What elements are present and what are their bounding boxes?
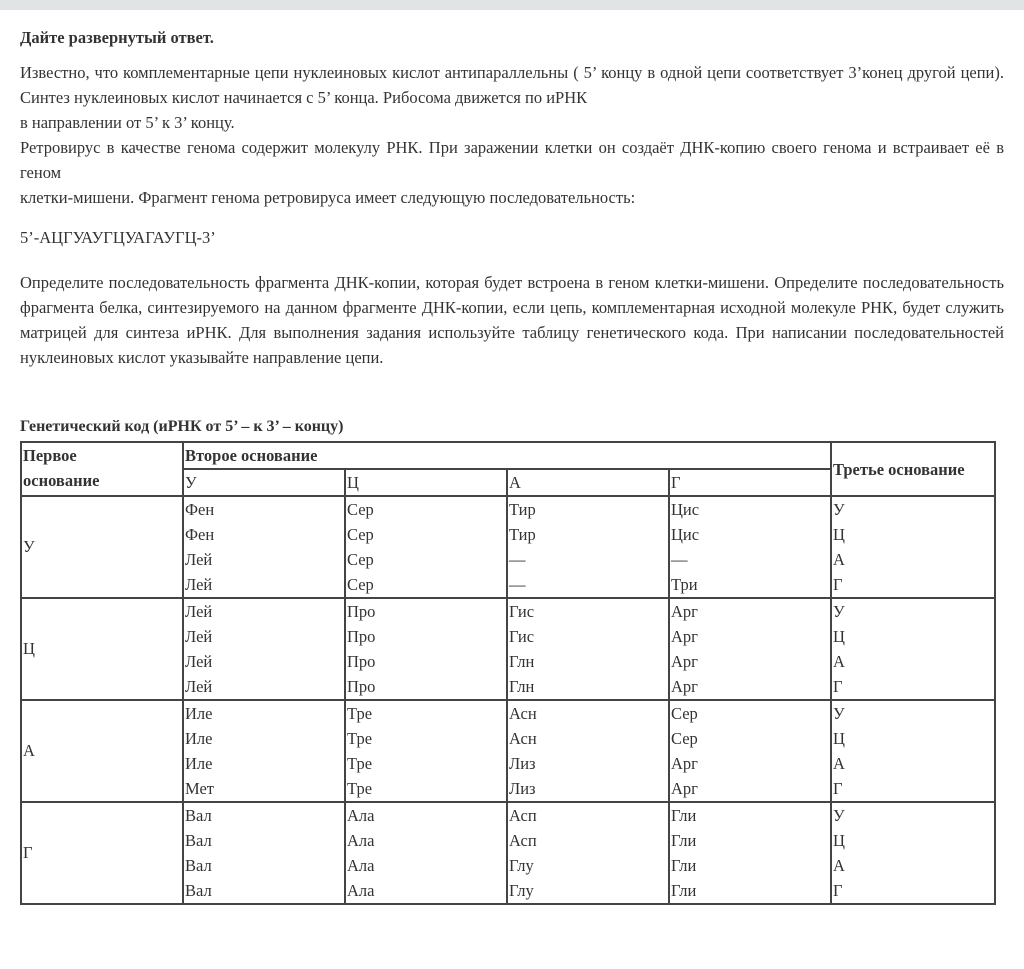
amino-acid: Ала xyxy=(347,806,375,825)
amino-acid: Тре xyxy=(347,754,373,773)
amino-acid: Сер xyxy=(347,575,374,594)
amino-acid: Арг xyxy=(671,779,698,798)
amino-acid: Вал xyxy=(185,856,212,875)
third-base: Ц xyxy=(833,831,845,850)
codon-group-row xyxy=(21,496,995,598)
amino-acid: Глн xyxy=(509,677,535,696)
amino-acid: Лей xyxy=(185,627,213,646)
rna-sequence: 5’-АЦГУАУГЦУАГАУГЦ-3’ xyxy=(20,228,216,247)
third-base: Ц xyxy=(833,525,845,544)
codon-group-row xyxy=(21,802,995,904)
codon-group-row xyxy=(21,598,995,700)
amino-acid: Сер xyxy=(671,729,698,748)
second-base-u: У xyxy=(183,469,345,496)
amino-acid-cell xyxy=(183,700,345,802)
amino-acid: Асп xyxy=(509,806,537,825)
amino-acid-cell xyxy=(669,598,831,700)
third-base: А xyxy=(833,754,845,773)
amino-acid: Лей xyxy=(185,575,213,594)
amino-acid-cell xyxy=(345,700,507,802)
amino-acid-cell xyxy=(507,802,669,904)
second-base-c: Ц xyxy=(345,469,507,496)
amino-acid-cell xyxy=(345,598,507,700)
amino-acid: Асп xyxy=(509,831,537,850)
table-title: Генетический код (иРНК от 5’ – к 3’ – концу) xyxy=(20,418,344,435)
amino-acid: Сер xyxy=(347,550,374,569)
amino-acid: Арг xyxy=(671,677,698,696)
task-content xyxy=(20,25,1004,390)
paragraph-retrovirus xyxy=(20,135,1004,210)
genetic-code-body xyxy=(21,496,995,904)
amino-acid-cell xyxy=(507,700,669,802)
amino-acid: Гли xyxy=(671,856,697,875)
top-bar xyxy=(0,0,1024,10)
amino-acid: Фен xyxy=(185,500,215,519)
amino-acid: Асн xyxy=(509,704,537,723)
third-base: Г xyxy=(833,881,843,900)
header-second-base: Второе основание xyxy=(183,442,831,469)
spacer xyxy=(20,370,1004,390)
amino-acid: Глу xyxy=(509,856,534,875)
amino-acid: Сер xyxy=(671,704,698,723)
header-first-base xyxy=(21,442,183,496)
amino-acid: Про xyxy=(347,627,376,646)
codon-group-row xyxy=(21,700,995,802)
amino-acid: Тир xyxy=(509,525,536,544)
third-base: Ц xyxy=(833,627,845,646)
third-base: А xyxy=(833,550,845,569)
amino-acid: Асн xyxy=(509,729,537,748)
genetic-code-table xyxy=(20,441,996,905)
third-base: У xyxy=(833,806,845,825)
amino-acid: Тре xyxy=(347,704,373,723)
second-base-g: Г xyxy=(669,469,831,496)
third-base: А xyxy=(833,652,845,671)
amino-acid: Лей xyxy=(185,602,213,621)
amino-acid: Гис xyxy=(509,602,535,621)
amino-acid: Вал xyxy=(185,831,212,850)
header-first-base-line2: основание xyxy=(23,471,100,490)
paragraph-antiparallel xyxy=(20,60,1004,135)
amino-acid-cell xyxy=(183,496,345,598)
paragraph-antiparallel-line1: Известно, что комплементарные цепи нуклеиновых кислот антипараллельны ( 5’ концу в одной цепи соответствует 3’конец другой цепи). Синтез нуклеиновых кислот начинается с 5’ конца. Рибосома движется по иРНК xyxy=(20,63,1004,107)
amino-acid: Цис xyxy=(671,500,700,519)
amino-acid: — xyxy=(509,550,526,569)
amino-acid: Сер xyxy=(347,525,374,544)
amino-acid: Мет xyxy=(185,779,214,798)
amino-acid-cell xyxy=(183,802,345,904)
third-base-cell xyxy=(831,700,995,802)
amino-acid: Фен xyxy=(185,525,215,544)
amino-acid: Ала xyxy=(347,881,375,900)
amino-acid: Иле xyxy=(185,729,213,748)
task-heading: Дайте развернутый ответ. xyxy=(20,28,214,47)
amino-acid: Про xyxy=(347,602,376,621)
first-base-cell: Г xyxy=(21,802,183,904)
amino-acid: Лей xyxy=(185,677,213,696)
amino-acid: Про xyxy=(347,677,376,696)
amino-acid: Гли xyxy=(671,831,697,850)
amino-acid: Тир xyxy=(509,500,536,519)
paragraph-antiparallel-line2: в направлении от 5’ к 3’ концу. xyxy=(20,113,235,132)
spacer xyxy=(20,210,1004,225)
header-third-base: Третье основание xyxy=(831,442,995,496)
amino-acid: Вал xyxy=(185,881,212,900)
second-base-a: А xyxy=(507,469,669,496)
amino-acid: — xyxy=(509,575,526,594)
amino-acid: Арг xyxy=(671,652,698,671)
amino-acid-cell xyxy=(507,496,669,598)
amino-acid: Сер xyxy=(347,500,374,519)
amino-acid: Иле xyxy=(185,754,213,773)
third-base-cell xyxy=(831,496,995,598)
third-base: А xyxy=(833,856,845,875)
first-base-cell: У xyxy=(21,496,183,598)
amino-acid-cell xyxy=(669,802,831,904)
amino-acid: Гли xyxy=(671,806,697,825)
amino-acid-cell xyxy=(669,496,831,598)
third-base-cell xyxy=(831,598,995,700)
third-base: Г xyxy=(833,779,843,798)
third-base: Ц xyxy=(833,729,845,748)
third-base-cell xyxy=(831,802,995,904)
amino-acid: Глу xyxy=(509,881,534,900)
amino-acid: Гли xyxy=(671,881,697,900)
amino-acid: Ала xyxy=(347,856,375,875)
amino-acid: Иле xyxy=(185,704,213,723)
paragraph-question: Определите последовательность фрагмента ДНК-копии, которая будет встроена в геном клетки-мишени. Определите последовательность фрагмента белка, синтезируемого на данном фрагменте ДНК-копии, если цепь, комплементарная исходной молекуле РНК, будет служить матрицей для синтеза иРНК. Для выполнения задания используйте таблицу генетического кода. При написании последовательностей нуклеиновых кислот указывайте направление цепи. xyxy=(20,273,1004,367)
third-base: Г xyxy=(833,677,843,696)
amino-acid: — xyxy=(671,550,688,569)
amino-acid: Лей xyxy=(185,652,213,671)
amino-acid: Арг xyxy=(671,754,698,773)
amino-acid: Ала xyxy=(347,831,375,850)
third-base: Г xyxy=(833,575,843,594)
amino-acid: Лей xyxy=(185,550,213,569)
header-first-base-line1: Первое xyxy=(23,446,77,465)
first-base-cell: А xyxy=(21,700,183,802)
amino-acid: Лиз xyxy=(509,754,536,773)
amino-acid: Арг xyxy=(671,627,698,646)
third-base: У xyxy=(833,500,845,519)
spacer xyxy=(20,50,1004,60)
paragraph-retrovirus-line1: Ретровирус в качестве генома содержит молекулу РНК. При заражении клетки он создаёт ДНК-копию своего генома и встраивает её в геном xyxy=(20,138,1004,182)
amino-acid-cell xyxy=(669,700,831,802)
amino-acid: Тре xyxy=(347,729,373,748)
amino-acid: Лиз xyxy=(509,779,536,798)
third-base: У xyxy=(833,602,845,621)
amino-acid: Глн xyxy=(509,652,535,671)
paragraph-retrovirus-line2: клетки-мишени. Фрагмент генома ретровируса имеет следующую последовательность: xyxy=(20,188,636,207)
amino-acid: Гис xyxy=(509,627,535,646)
amino-acid-cell xyxy=(345,496,507,598)
amino-acid: Арг xyxy=(671,602,698,621)
amino-acid: Три xyxy=(671,575,698,594)
amino-acid: Тре xyxy=(347,779,373,798)
amino-acid: Вал xyxy=(185,806,212,825)
amino-acid: Про xyxy=(347,652,376,671)
spacer xyxy=(20,250,1004,270)
amino-acid-cell xyxy=(345,802,507,904)
third-base: У xyxy=(833,704,845,723)
amino-acid-cell xyxy=(183,598,345,700)
first-base-cell: Ц xyxy=(21,598,183,700)
amino-acid: Цис xyxy=(671,525,700,544)
amino-acid-cell xyxy=(507,598,669,700)
